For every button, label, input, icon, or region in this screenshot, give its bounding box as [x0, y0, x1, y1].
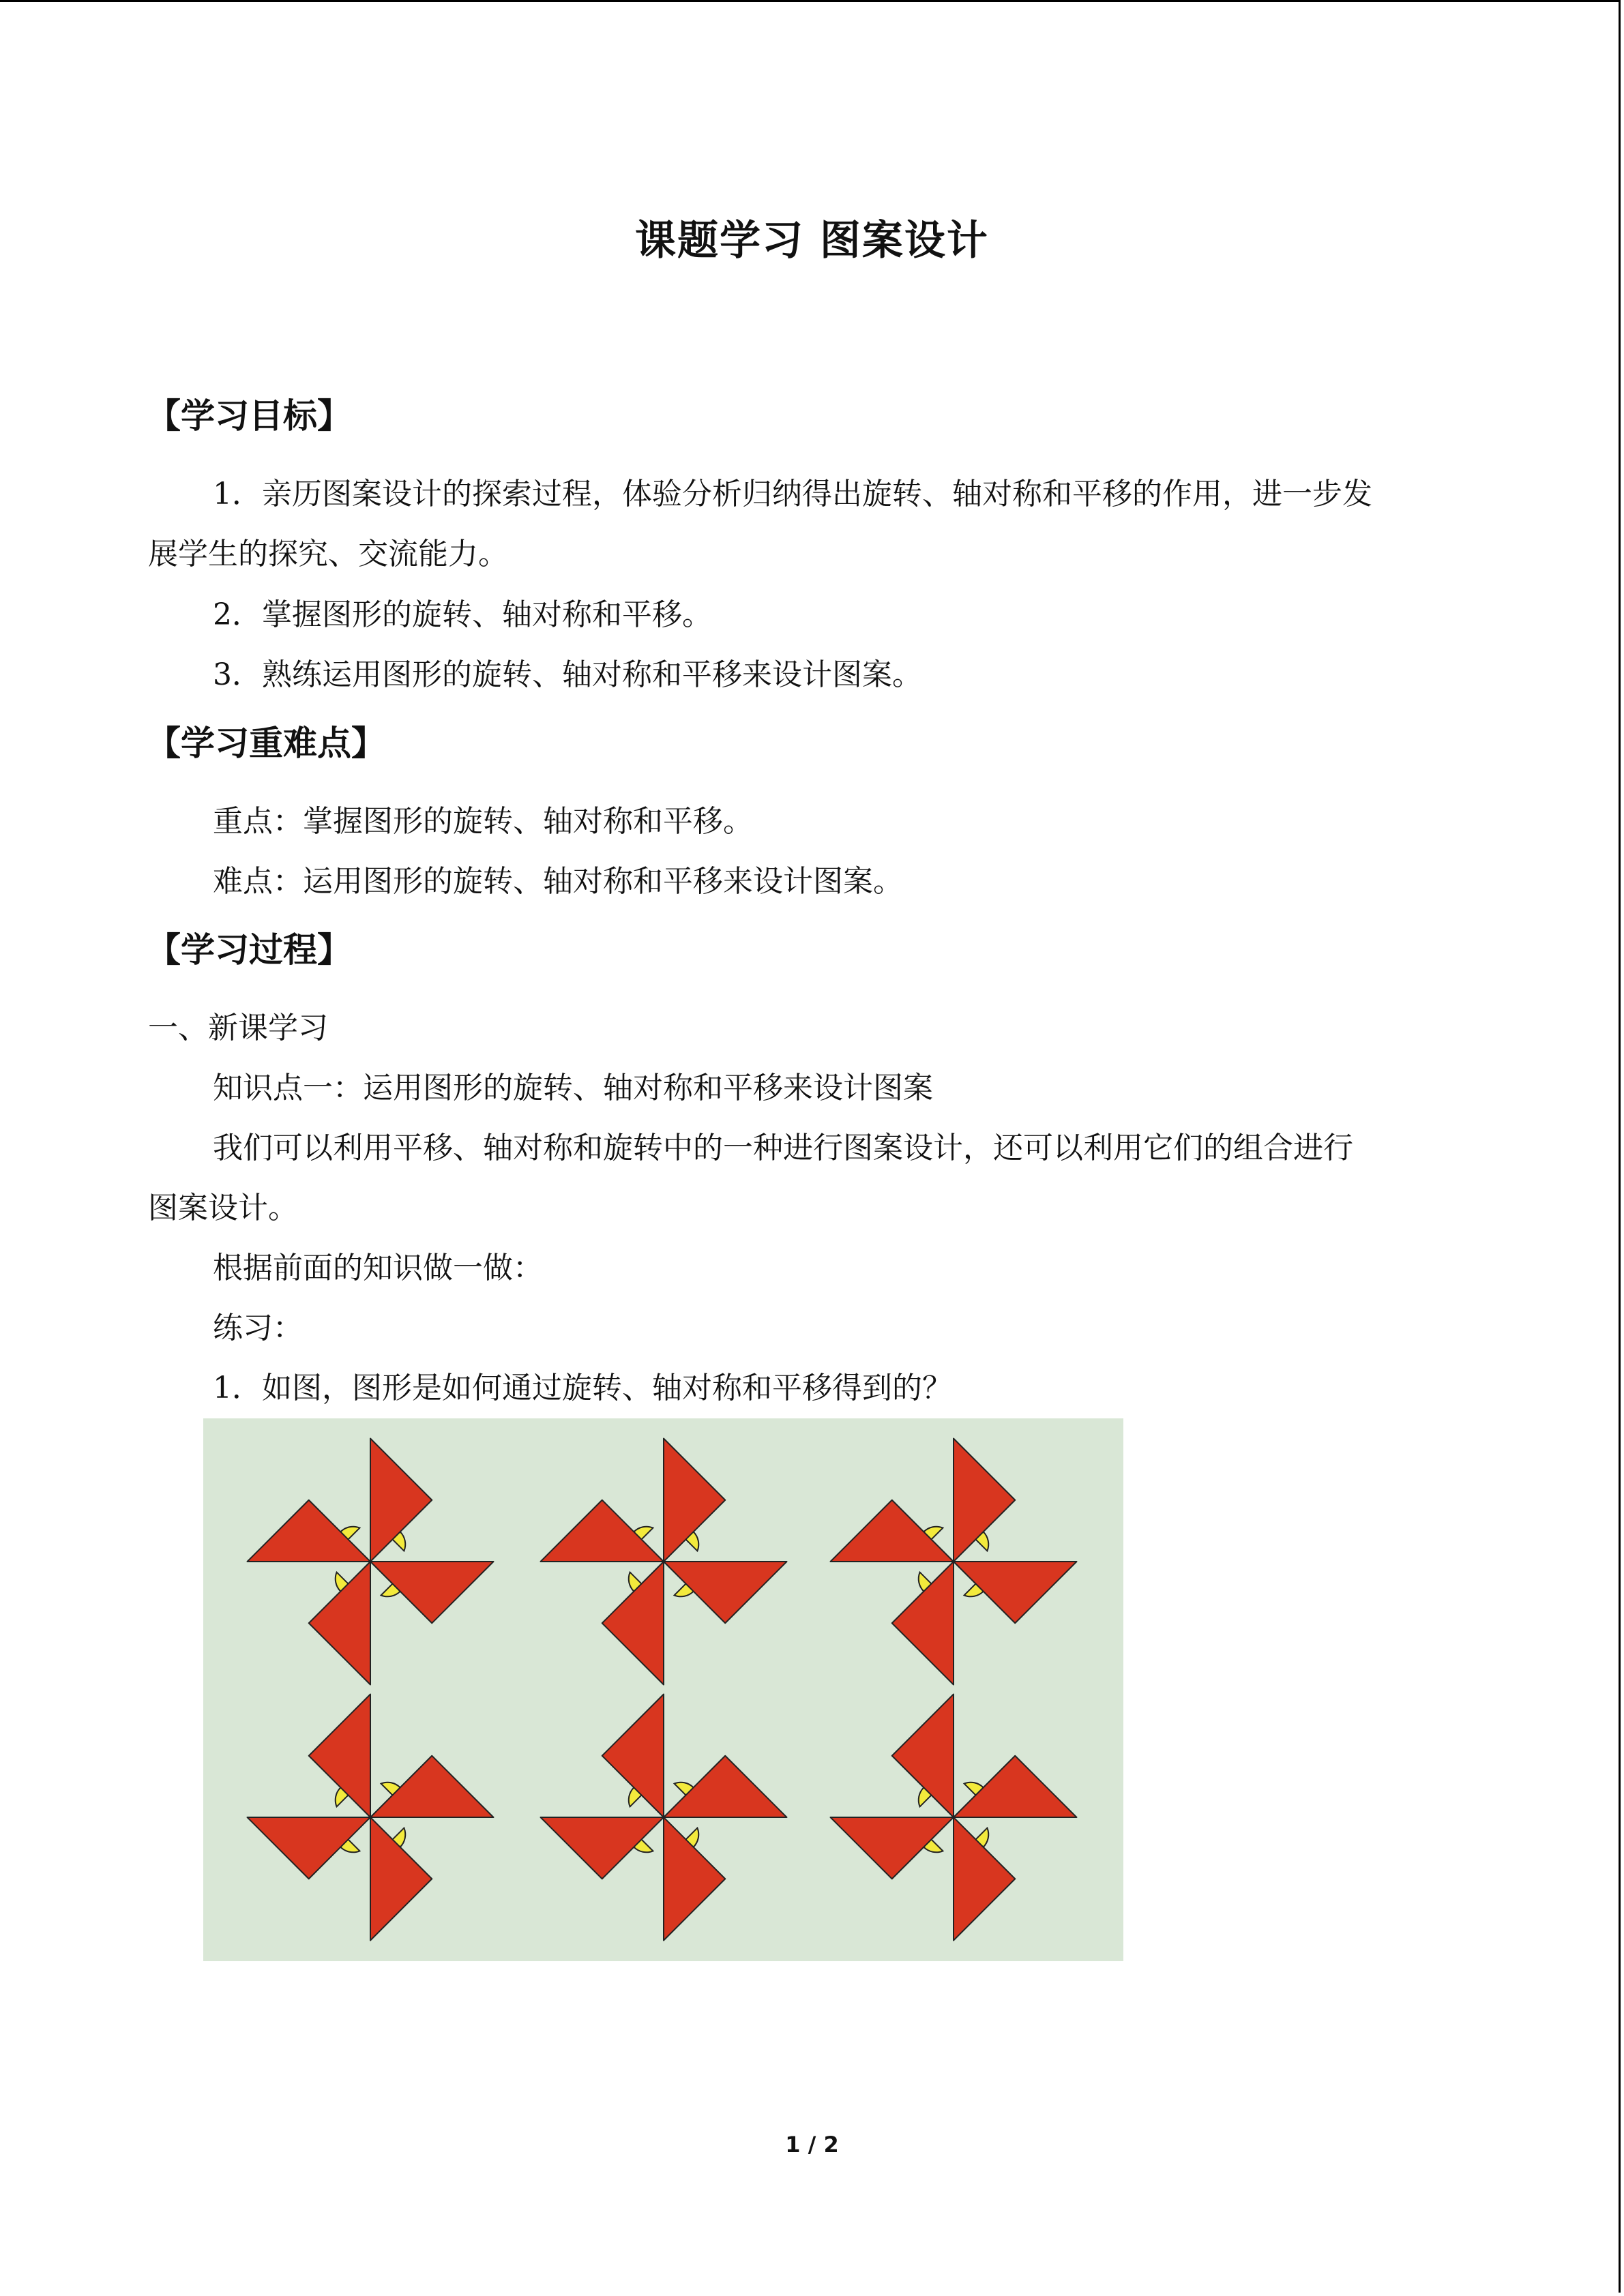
pinwheel-pattern-figure [203, 1418, 1123, 1961]
heading-process: 【学习过程】 [147, 930, 351, 970]
part-1-new-lesson: 一、新课学习 [148, 1011, 328, 1045]
objective-1-line-1: 1．亲历图案设计的探索过程，体验分析归纳得出旋转、轴对称和平移的作用，进一步发 [213, 477, 1372, 511]
pinwheel-0 [248, 1439, 494, 1685]
pinwheel-1 [248, 1695, 494, 1941]
heading-objectives: 【学习目标】 [147, 396, 351, 436]
knowledge-point-1: 知识点一：运用图形的旋转、轴对称和平移来设计图案 [213, 1071, 933, 1105]
paragraph-line-2: 图案设计。 [148, 1191, 298, 1225]
paragraph-line-1: 我们可以利用平移、轴对称和旋转中的一种进行图案设计，还可以利用它们的组合进行 [213, 1131, 1353, 1165]
objective-3: 3．熟练运用图形的旋转、轴对称和平移来设计图案。 [213, 657, 922, 692]
pinwheel-pattern-svg [203, 1418, 1123, 1961]
difficult-point: 难点：运用图形的旋转、轴对称和平移来设计图案。 [213, 864, 903, 899]
pinwheel-4 [831, 1439, 1077, 1685]
pinwheel-3 [541, 1695, 787, 1941]
objective-1-line-2: 展学生的探究、交流能力。 [148, 537, 508, 571]
page-title: 课题学习 图案设计 [635, 217, 989, 265]
pinwheel-2 [541, 1439, 787, 1685]
objective-2: 2．掌握图形的旋转、轴对称和平移。 [213, 597, 712, 632]
page-number: 1 / 2 [785, 2132, 839, 2158]
question-1: 1．如图，图形是如何通过旋转、轴对称和平移得到的？ [213, 1371, 952, 1405]
heading-key-points: 【学习重难点】 [147, 724, 385, 763]
key-point: 重点：掌握图形的旋转、轴对称和平移。 [213, 804, 753, 839]
exercise-label: 练习： [213, 1311, 303, 1345]
pinwheel-5 [831, 1695, 1077, 1941]
do-it-prompt: 根据前面的知识做一做： [213, 1251, 543, 1285]
